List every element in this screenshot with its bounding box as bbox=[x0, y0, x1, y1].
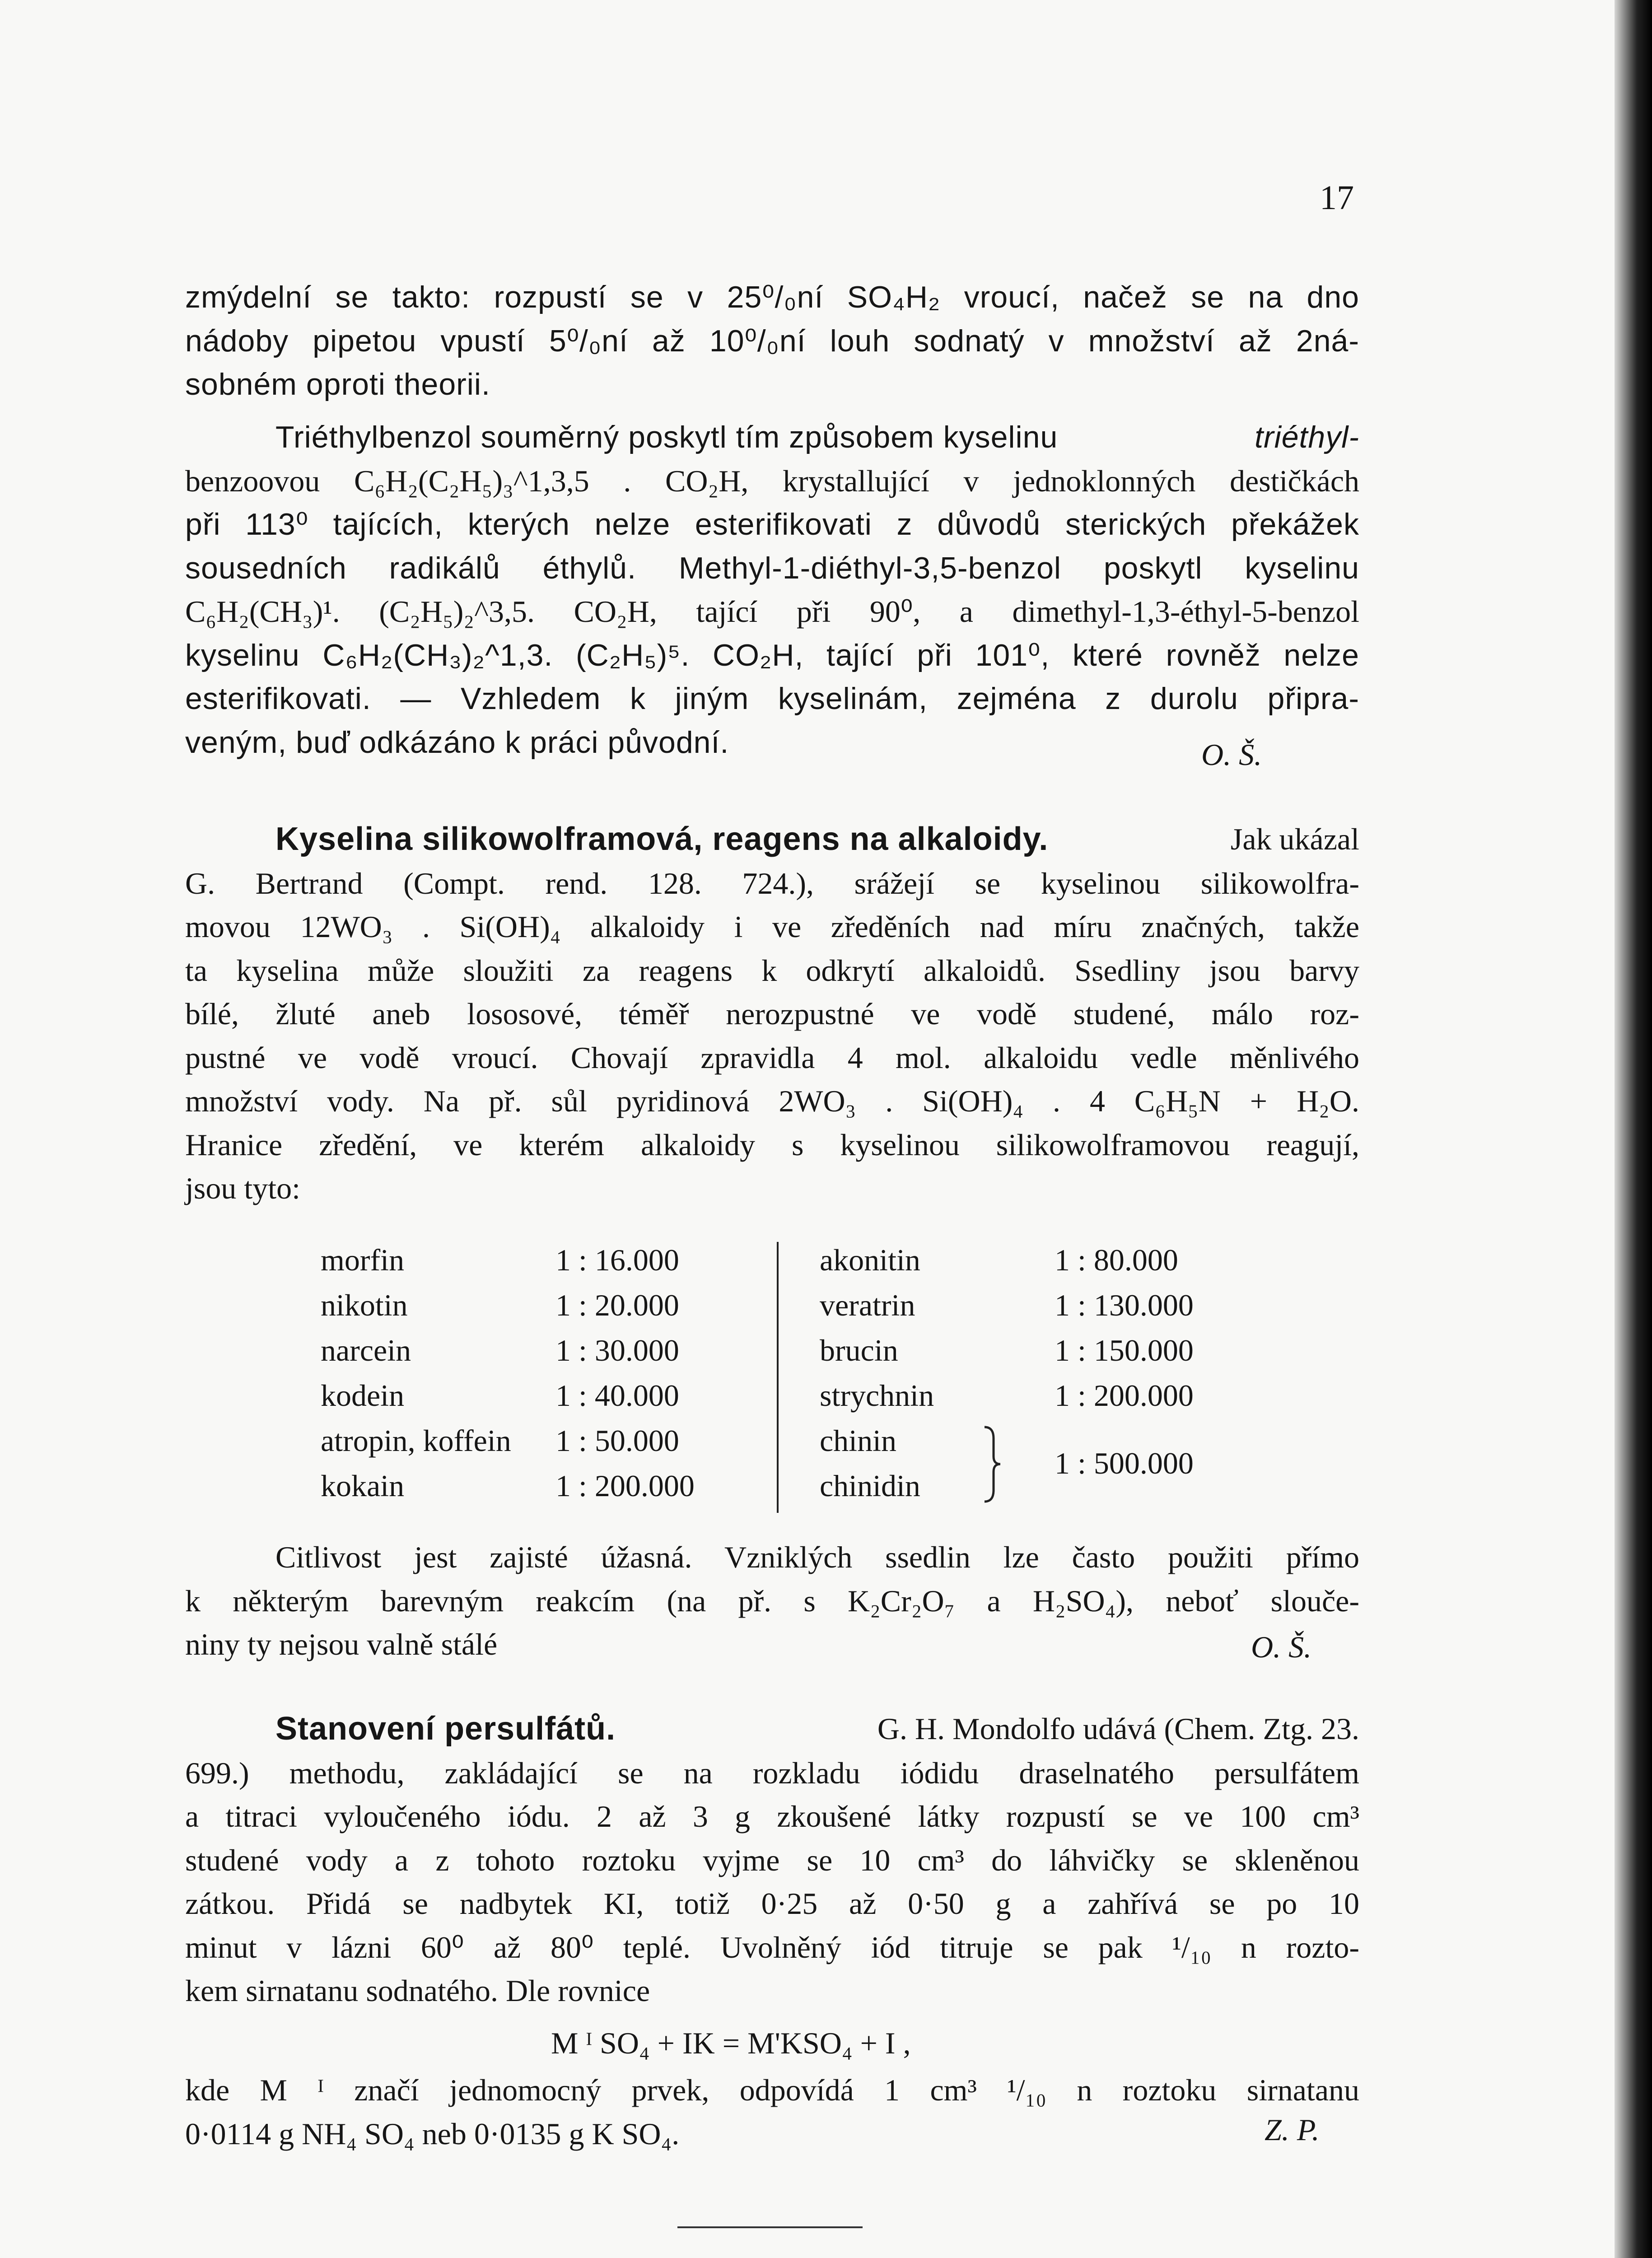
signature: O. Š. bbox=[1201, 737, 1262, 772]
text-line: jsou tyto: bbox=[185, 1171, 301, 1205]
text-line: kde M ᴵ značí jednomocný prvek, odpovídá 1 cm³ ¹/₁₀ n roztoku sirnatanu bbox=[185, 2073, 1359, 2107]
dilution-ratio: 1 : 200.000 bbox=[555, 1469, 695, 1503]
text-line: veným, buď odkázáno k práci původní. bbox=[185, 725, 729, 760]
dilution-ratio: 1 : 80.000 bbox=[1055, 1243, 1178, 1277]
text-line: G. Bertrand (Compt. rend. 128. 724.), srážejí se kyselinou silikowolfra- bbox=[185, 866, 1359, 900]
text-line: k některým barevným reakcím (na př. s K₂Cr₂O₇ a H₂SO₄), neboť slouče- bbox=[185, 1583, 1359, 1618]
page-number: 17 bbox=[1320, 179, 1354, 217]
signature: O. Š. bbox=[1251, 1630, 1312, 1664]
alkaloid-name: chinidin bbox=[820, 1469, 920, 1503]
text-line: zmýdelní se takto: rozpustí se v 25⁰/₀ní SO₄H₂ vroucí, načež se na dno bbox=[185, 280, 1359, 314]
section-persulfaty bbox=[185, 1707, 1359, 2013]
text-line: při 113⁰ tajících, kterých nelze esterifikovati z důvodů sterických překážek bbox=[185, 507, 1359, 541]
dilution-ratio: 1 : 150.000 bbox=[1055, 1333, 1194, 1367]
text-line: movou 12WO₃ . Si(OH)₄ alkaloidy i ve zředěních nad míru značných, takže bbox=[185, 910, 1359, 944]
section-kyselina bbox=[185, 817, 1359, 1210]
text-line: benzoovou C₆H₂(C₂H₅)₃^1,3,5 . CO₂H, krystallující v jednoklonných destičkách bbox=[185, 463, 1359, 498]
text-line: pustné ve vodě vroucí. Chovají zpravidla 4 mol. alkaloidu vedle měnlivého bbox=[185, 1040, 1359, 1075]
scan-edge-shadow bbox=[1615, 0, 1652, 2258]
alkaloid-name: veratrin bbox=[820, 1288, 915, 1322]
section-heading: Kyselina silikowolframová, reagens na alkaloidy. bbox=[275, 821, 1049, 857]
alkaloid-name: morfin bbox=[321, 1243, 405, 1277]
italic-term: triéthyl- bbox=[1255, 420, 1359, 454]
section-heading: Stanovení persulfátů. bbox=[275, 1711, 616, 1747]
curly-brace bbox=[980, 1425, 1003, 1504]
text-line: kem sirnatanu sodnatého. Dle rovnice bbox=[185, 1973, 650, 2008]
text-line: niny ty nejsou valně stálé bbox=[185, 1627, 498, 1661]
text-line: sousedních radikálů éthylů. Methyl-1-diéthyl-3,5-benzol poskytl kyselinu bbox=[185, 551, 1359, 585]
alkaloid-name: nikotin bbox=[321, 1288, 408, 1322]
text-line: kyselinu C₆H₂(CH₃)₂^1,3. (C₂H₅)⁵. CO₂H, tající při 101⁰, které rovněž nelze bbox=[185, 638, 1359, 672]
dilution-ratio: 1 : 50.000 bbox=[555, 1423, 679, 1458]
equation: M ᴵ SO₄ + IK = M'KSO₄ + I , bbox=[551, 2026, 911, 2060]
text-line: minut v lázni 60⁰ až 80⁰ teplé. Uvolněný iód titruje se pak ¹/₁₀ n rozto- bbox=[185, 1930, 1359, 1964]
dilution-ratio: 1 : 40.000 bbox=[555, 1378, 679, 1413]
text-line: studené vody a z tohoto roztoku vyjme se 10 cm³ do láhvičky se skleněnou bbox=[185, 1843, 1359, 1877]
text-line: 699.) methodu, zakládající se na rozkladu iódidu draselnatého persulfátem bbox=[185, 1755, 1359, 1790]
dilution-ratio: 1 : 20.000 bbox=[555, 1288, 679, 1322]
paragraph-3 bbox=[185, 1535, 1359, 1666]
dilution-ratio: 1 : 200.000 bbox=[1055, 1378, 1194, 1413]
signature: Z. P. bbox=[1265, 2113, 1320, 2147]
dilution-ratio: 1 : 30.000 bbox=[555, 1333, 679, 1367]
alkaloid-name: akonitin bbox=[820, 1243, 920, 1277]
paragraph-1 bbox=[185, 275, 1359, 406]
text-line: ta kyselina může sloužiti za reagens k odkrytí alkaloidů. Ssedliny jsou barvy bbox=[185, 953, 1359, 988]
text-line: nádoby pipetou vpustí 5⁰/₀ní až 10⁰/₀ní louh sodnatý v množství až 2ná- bbox=[185, 323, 1359, 358]
text-line: zátkou. Přidá se nadbytek KI, totiž 0·25 až 0·50 g a zahřívá se po 10 bbox=[185, 1886, 1359, 1921]
alkaloid-name: kokain bbox=[321, 1469, 405, 1503]
text-line: bílé, žluté aneb lososové, téměř nerozpustné ve vodě studené, málo roz- bbox=[185, 997, 1359, 1031]
alkaloid-name: brucin bbox=[820, 1333, 898, 1367]
text-line bbox=[185, 817, 1359, 862]
text-line: množství vody. Na př. sůl pyridinová 2WO₃ . Si(OH)₄ . 4 C₆H₅N + H₂O. bbox=[185, 1084, 1359, 1118]
text-line: C₆H₂(CH₃)¹. (C₂H₅)₂^3,5. CO₂H, tající při 90⁰, a dimethyl-1,3-éthyl-5-benzol bbox=[185, 594, 1359, 629]
dilution-table bbox=[321, 1237, 1364, 1517]
text-fragment: Jak ukázal bbox=[1230, 822, 1359, 856]
dilution-ratio: 1 : 130.000 bbox=[1055, 1288, 1194, 1322]
alkaloid-name: atropin, koffein bbox=[321, 1423, 511, 1458]
text-fragment: Triéthylbenzol souměrný poskytl tím způsobem kyselinu bbox=[275, 420, 1058, 454]
text-line: Citlivost jest zajisté úžasná. Vzniklých ssedlin lze často použiti přímo bbox=[275, 1540, 1359, 1574]
text-line: Hranice zředění, ve kterém alkaloidy s kyselinou silikowolframovou reagují, bbox=[185, 1127, 1359, 1162]
text-line: esterifikovati. — Vzhledem k jiným kyselinám, zejména z durolu připra- bbox=[185, 681, 1359, 716]
text-line: a titraci vyloučeného iódu. 2 až 3 g zkoušené látky rozpustí se ve 100 cm³ bbox=[185, 1799, 1359, 1833]
dilution-ratio: 1 : 16.000 bbox=[555, 1243, 679, 1277]
grouped-dilution-ratio: 1 : 500.000 bbox=[1055, 1446, 1194, 1480]
text-line bbox=[185, 1707, 1359, 1751]
text-line bbox=[185, 415, 1359, 459]
section-persulfaty-continued bbox=[185, 2068, 1359, 2155]
paragraph-2 bbox=[185, 415, 1359, 764]
alkaloid-name: strychnin bbox=[820, 1378, 934, 1413]
alkaloid-name: narcein bbox=[321, 1333, 411, 1367]
text-line: 0·0114 g NH₄ SO₄ neb 0·0135 g K SO₄. bbox=[185, 2116, 680, 2151]
table-divider bbox=[777, 1242, 779, 1513]
alkaloid-name: chinin bbox=[820, 1423, 896, 1458]
text-line: sobném oproti theorii. bbox=[185, 367, 490, 401]
text-fragment: G. H. Mondolfo udává (Chem. Ztg. 23. bbox=[877, 1712, 1359, 1746]
alkaloid-name: kodein bbox=[321, 1378, 405, 1413]
section-divider bbox=[677, 2226, 863, 2228]
